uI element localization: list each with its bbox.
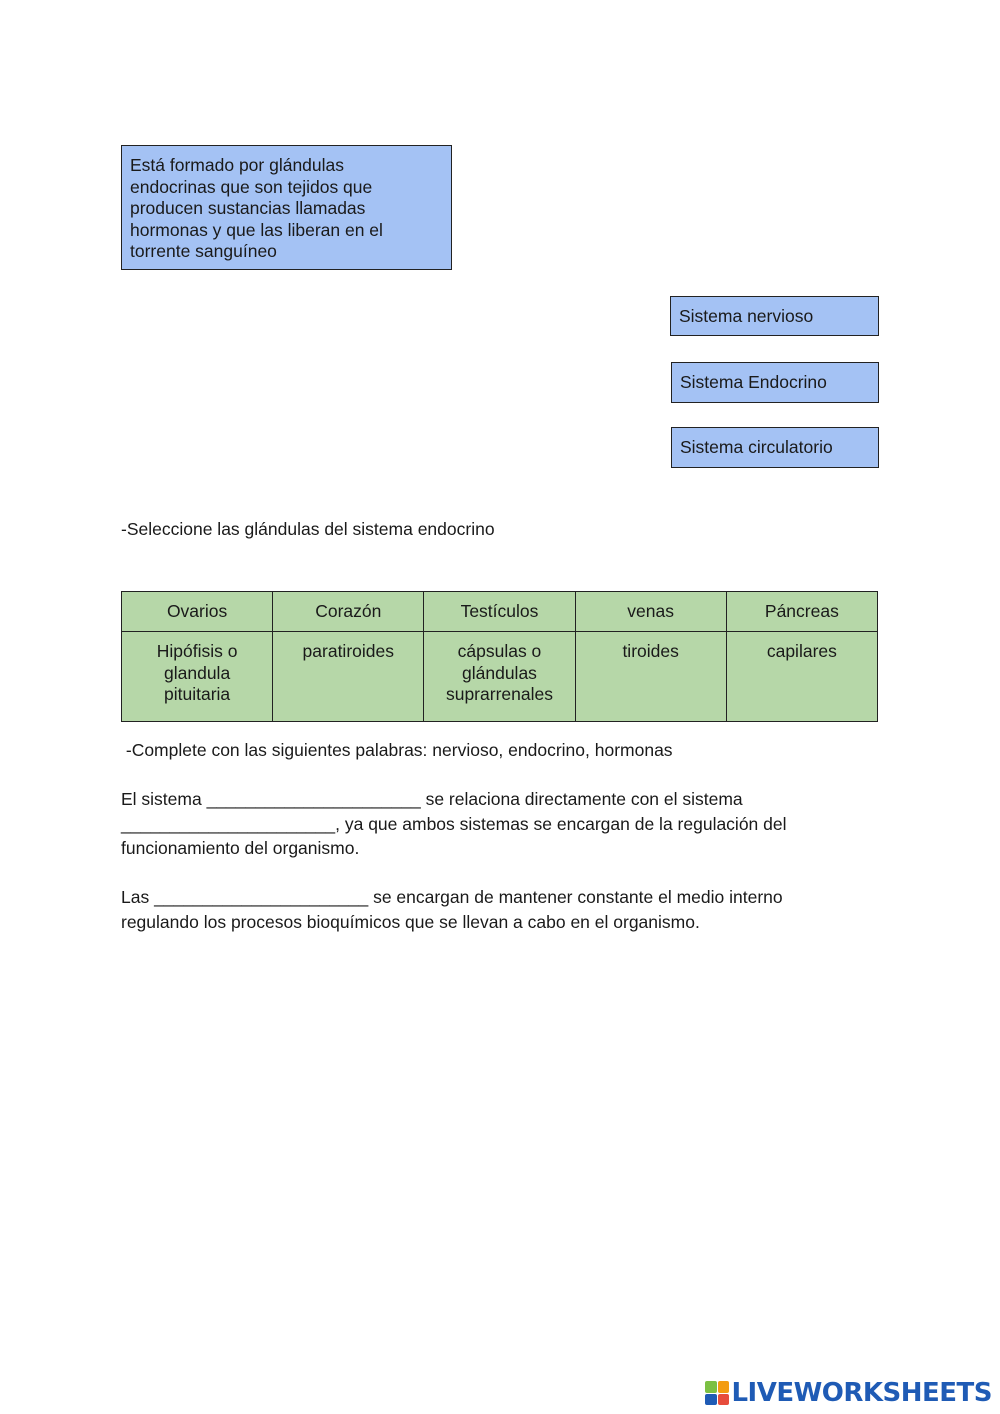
option-sistema-endocrino[interactable] [671, 362, 879, 403]
table-row [122, 632, 878, 722]
definition-line: producen sustancias llamadas [130, 198, 366, 218]
option-sistema-circulatorio[interactable] [671, 427, 879, 468]
table-row [122, 592, 878, 632]
gland-cell-capilares[interactable]: capilares [726, 632, 877, 722]
option-label: Sistema circulatorio [680, 437, 833, 457]
liveworksheets-logo [705, 1378, 992, 1408]
logo-mark-icon [705, 1381, 729, 1405]
blank-hormonas[interactable]: ______________________ [154, 887, 369, 907]
gland-cell-pancreas[interactable]: Páncreas [726, 592, 877, 632]
complete-words-instruction: -Complete con las siguientes palabras: nervioso, endocrino, hormonas [121, 740, 673, 760]
definition-line: endocrinas que son tejidos que [130, 176, 373, 197]
paragraph-line: Las ______________________ se encargan de mantener constante el medio interno [121, 887, 783, 907]
paragraph-line: El sistema ______________________ se relaciona directamente con el sistema [121, 789, 743, 809]
blank-sistema-2[interactable]: ______________________ [121, 813, 336, 834]
gland-cell-suprarrenales[interactable]: cápsulas o glándulas suprarrenales [424, 632, 575, 722]
definition-line: torrente sanguíneo [130, 241, 277, 261]
blank-sistema-1[interactable]: ______________________ [206, 789, 421, 809]
logo-text: LIVEWORKSHEETS [731, 1378, 992, 1408]
paragraph-line: regulando los procesos bioquímicos que se llevan a cabo en el organismo. [121, 911, 700, 932]
gland-cell-paratiroides[interactable]: paratiroides [273, 632, 424, 722]
gland-cell-ovarios[interactable]: Ovarios [122, 592, 273, 632]
option-label: Sistema Endocrino [680, 372, 827, 392]
fill-paragraph-1 [121, 787, 861, 861]
gland-cell-testiculos[interactable]: Testículos [424, 592, 575, 632]
paragraph-line: ______________________, ya que ambos sistemas se encargan de la regulación del [121, 813, 787, 834]
select-glands-instruction: -Seleccione las glándulas del sistema endocrino [121, 519, 495, 539]
glands-table [121, 591, 878, 722]
option-sistema-nervioso[interactable] [670, 296, 879, 336]
gland-cell-venas[interactable]: venas [575, 592, 726, 632]
definition-line: hormonas y que las liberan en el [130, 219, 383, 240]
gland-cell-corazon[interactable]: Corazón [273, 592, 424, 632]
definition-box[interactable] [121, 145, 452, 270]
option-label: Sistema nervioso [679, 305, 814, 326]
gland-cell-hipofisis[interactable]: Hipófisis o glandula pituitaria [122, 632, 273, 722]
fill-paragraph-2 [121, 885, 861, 934]
definition-line: Está formado por glándulas [130, 155, 345, 175]
gland-cell-tiroides[interactable]: tiroides [575, 632, 726, 722]
paragraph-line: funcionamiento del organismo. [121, 838, 360, 858]
